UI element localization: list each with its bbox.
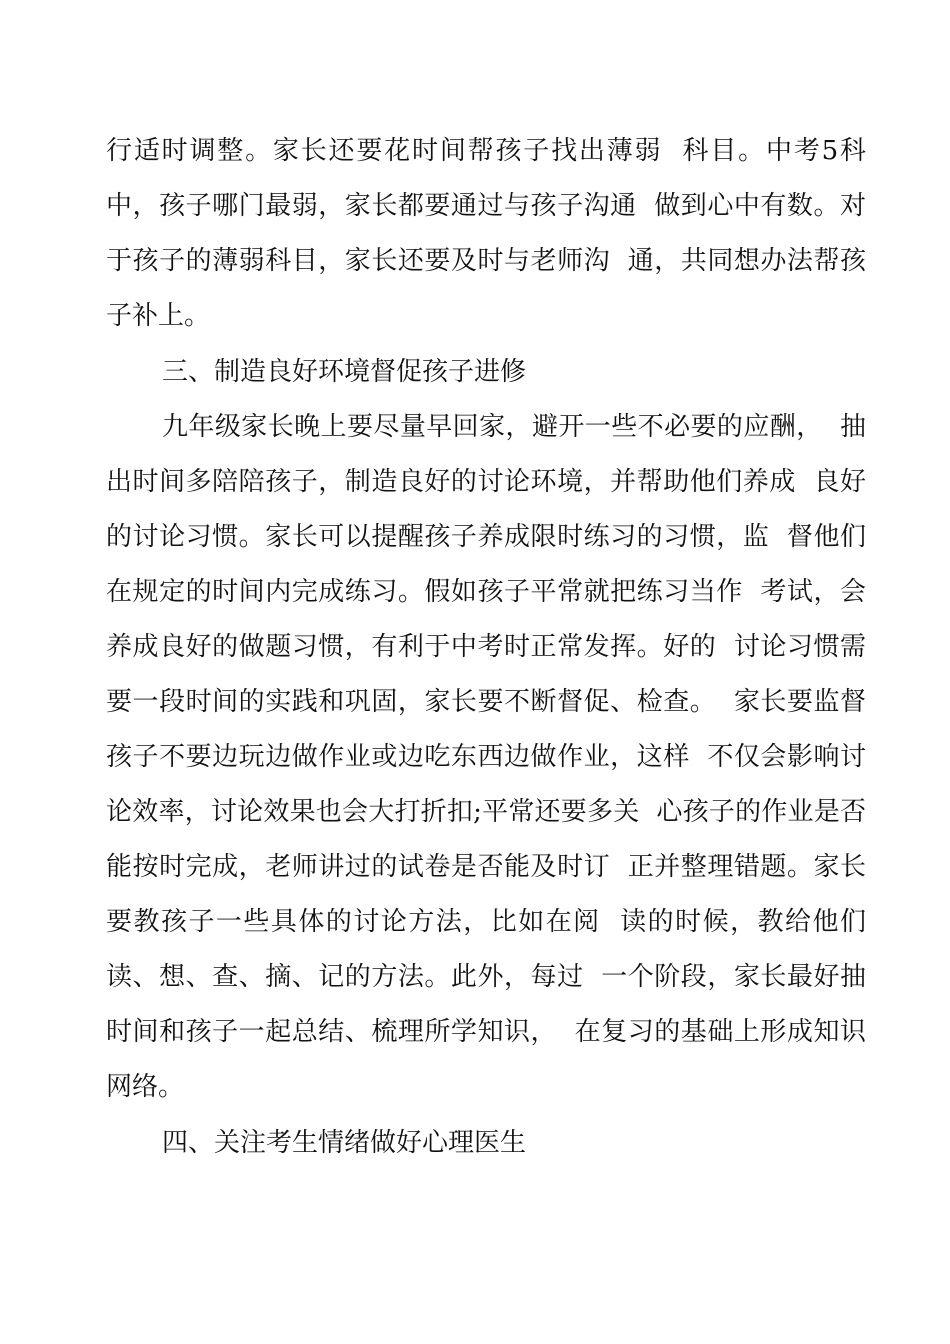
paragraph-line: 网络。 xyxy=(106,1072,185,1102)
paragraph-line: 九年级家长晚上要尽量早回家，避开一些不必要的应酬， 抽 xyxy=(162,412,866,442)
paragraph-line: 能按时完成，老师讲过的试卷是否能及时订 正并整理错题。家长 xyxy=(106,852,866,882)
paragraph-line: 的讨论习惯。家长可以提醒孩子养成限时练习的习惯，监 督他们 xyxy=(106,522,866,552)
paragraph-line: 出时间多陪陪孩子，制造良好的讨论环境，并帮助他们养成 良好 xyxy=(106,467,866,497)
paragraph-line: 读、想、查、摘、记的方法。此外，每过 一个阶段，家长最好抽 xyxy=(106,962,866,992)
paragraph-line: 孩子不要边玩边做作业或边吃东西边做作业，这样 不仅会影响讨 xyxy=(106,742,866,772)
paragraph-line: 在规定的时间内完成练习。假如孩子平常就把练习当作 考试，会 xyxy=(106,577,866,607)
paragraph-line: 要教孩子一些具体的讨论方法，比如在阅 读的时候，教给他们 xyxy=(106,907,866,937)
paragraph-line: 养成良好的做题习惯，有利于中考时正常发挥。好的 讨论习惯需 xyxy=(106,632,866,662)
paragraph-line: 于孩子的薄弱科目，家长还要及时与老师沟 通，共同想办法帮孩 xyxy=(106,246,866,276)
paragraph-line: 子补上。 xyxy=(106,301,211,331)
paragraph-line: 论效率，讨论效果也会大打折扣;平常还要多关 心孩子的作业是否 xyxy=(106,797,866,827)
paragraph-line: 行适时调整。家长还要花时间帮孩子找出薄弱 科目。中考5科 xyxy=(106,136,866,166)
paragraph-line: 要一段时间的实践和巩固，家长要不断督促、检查。 家长要监督 xyxy=(106,687,866,717)
paragraph-line: 中，孩子哪门最弱，家长都要通过与孩子沟通 做到心中有数。对 xyxy=(106,191,866,221)
paragraph-line: 时间和孩子一起总结、梳理所学知识， 在复习的基础上形成知识 xyxy=(106,1017,866,1047)
section-heading: 四、关注考生情绪做好心理医生 xyxy=(162,1128,527,1158)
section-heading: 三、制造良好环境督促孩子进修 xyxy=(162,357,527,387)
